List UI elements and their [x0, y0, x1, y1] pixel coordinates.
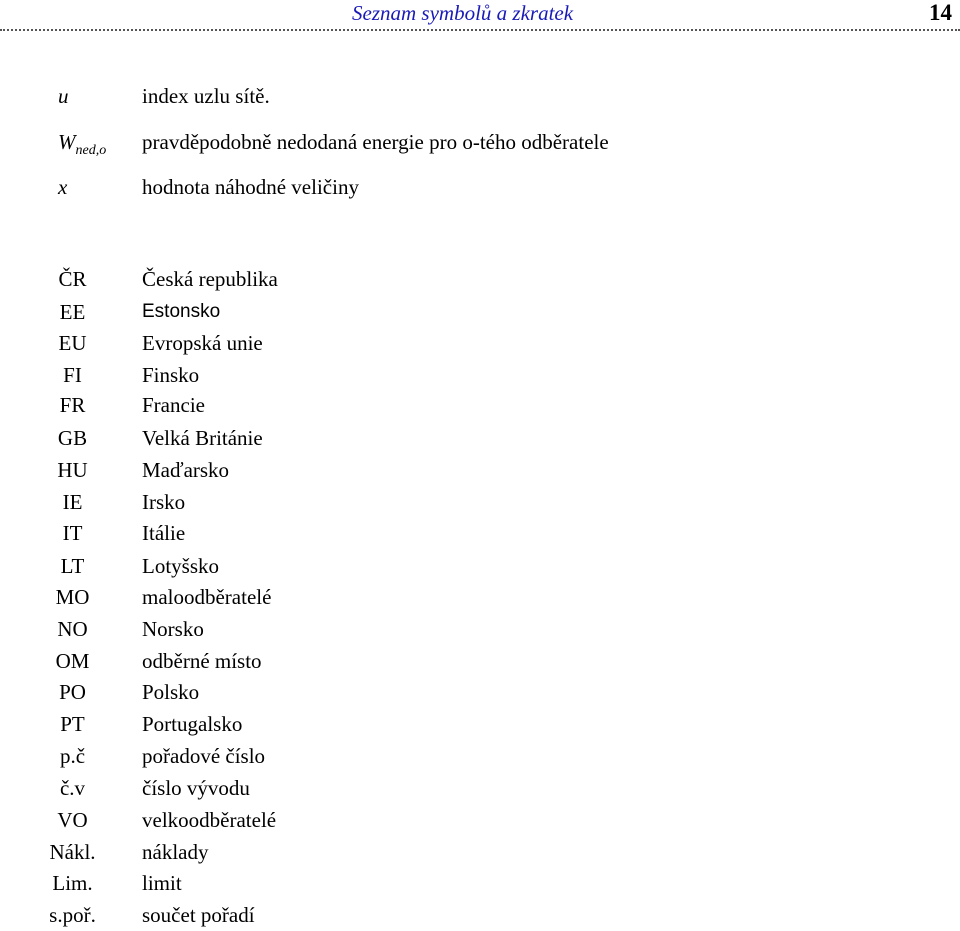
abbreviation-row [0, 740, 960, 772]
abbreviation: EU [58, 331, 87, 355]
abbreviation-description: Finsko [142, 363, 200, 387]
symbol-description: pravděpodobně nedodaná energie pro o-tého odběratele [142, 130, 609, 154]
abbreviation-row [0, 581, 960, 613]
abbreviation: ČR [58, 267, 87, 291]
abbreviation: s.poř. [49, 903, 96, 927]
symbol [58, 84, 69, 109]
abbreviation-description: Norsko [142, 617, 204, 641]
abbreviation: LT [60, 554, 85, 578]
symbol-description: hodnota náhodné veličiny [142, 175, 359, 199]
abbreviation: Lim. [52, 871, 93, 895]
symbol [58, 175, 67, 200]
abbreviation-row [0, 422, 960, 454]
abbreviation-description: limit [142, 871, 182, 895]
abbreviation-row [0, 359, 960, 391]
symbol-description: index uzlu sítě. [142, 84, 270, 108]
abbreviation-row [0, 389, 960, 421]
abbreviation: EE [59, 300, 86, 324]
abbreviation: FI [63, 363, 82, 387]
symbol-main: x [58, 175, 68, 199]
abbreviation: VO [57, 808, 88, 832]
abbreviation-description: Maďarsko [142, 458, 230, 482]
abbreviation-row [0, 899, 960, 931]
abbreviation: č.v [59, 776, 86, 800]
symbol [58, 130, 106, 159]
abbreviation-description: Francie [142, 393, 205, 417]
abbreviation-description: Česká republika [142, 267, 278, 291]
abbreviation: IT [62, 521, 83, 545]
header-divider [0, 29, 960, 31]
abbreviation-description: Lotyšsko [142, 554, 220, 578]
abbreviation: p.č [59, 744, 86, 768]
abbreviation-row [0, 708, 960, 740]
abbreviation-description: Velká Británie [142, 426, 263, 450]
abbreviation-description: Portugalsko [142, 712, 243, 736]
abbreviation-description: Estonsko [142, 301, 221, 322]
abbreviation-row [0, 836, 960, 868]
abbreviation: OM [55, 649, 90, 673]
abbreviation: NO [57, 617, 88, 641]
abbreviation: Nákl. [49, 840, 96, 864]
abbreviation: HU [57, 458, 88, 482]
abbreviation: FR [59, 393, 86, 417]
abbreviation-description: odběrné místo [142, 649, 262, 673]
abbreviation-description: pořadové číslo [142, 744, 266, 768]
abbreviation-row [0, 804, 960, 836]
abbreviation-row [0, 772, 960, 804]
abbreviation-row [0, 645, 960, 677]
abbreviation: IE [62, 490, 83, 514]
abbreviation-row [0, 327, 960, 359]
abbreviation-description: velkoodběratelé [142, 808, 277, 832]
abbreviation-description: číslo vývodu [142, 776, 250, 800]
abbreviation-row [0, 613, 960, 645]
page-number: 14 [929, 0, 952, 25]
abbreviation-row [0, 676, 960, 708]
abbreviation-row [0, 454, 960, 486]
abbreviation: PT [60, 712, 85, 736]
abbreviation-row [0, 550, 960, 582]
abbreviation-description: Evropská unie [142, 331, 263, 355]
abbreviation-description: Irsko [142, 490, 186, 514]
symbol-main: u [58, 84, 69, 108]
abbreviation-row [0, 263, 960, 295]
abbreviation-row [0, 296, 960, 328]
abbreviation: PO [59, 680, 86, 704]
abbreviation-description: součet pořadí [142, 903, 255, 927]
abbreviation-description: Itálie [142, 521, 186, 545]
abbreviation-description: maloodběratelé [142, 585, 272, 609]
symbol-subscript: ned,o [75, 143, 107, 158]
header-title: Seznam symbolů a zkratek [352, 1, 574, 25]
abbreviation-description: náklady [142, 840, 209, 864]
abbreviation-row [0, 486, 960, 518]
abbreviation-row [0, 517, 960, 549]
abbreviation: MO [55, 585, 90, 609]
abbreviation-row [0, 867, 960, 899]
symbol-main: W [58, 130, 76, 154]
abbreviation: GB [57, 426, 88, 450]
abbreviation-description: Polsko [142, 680, 200, 704]
